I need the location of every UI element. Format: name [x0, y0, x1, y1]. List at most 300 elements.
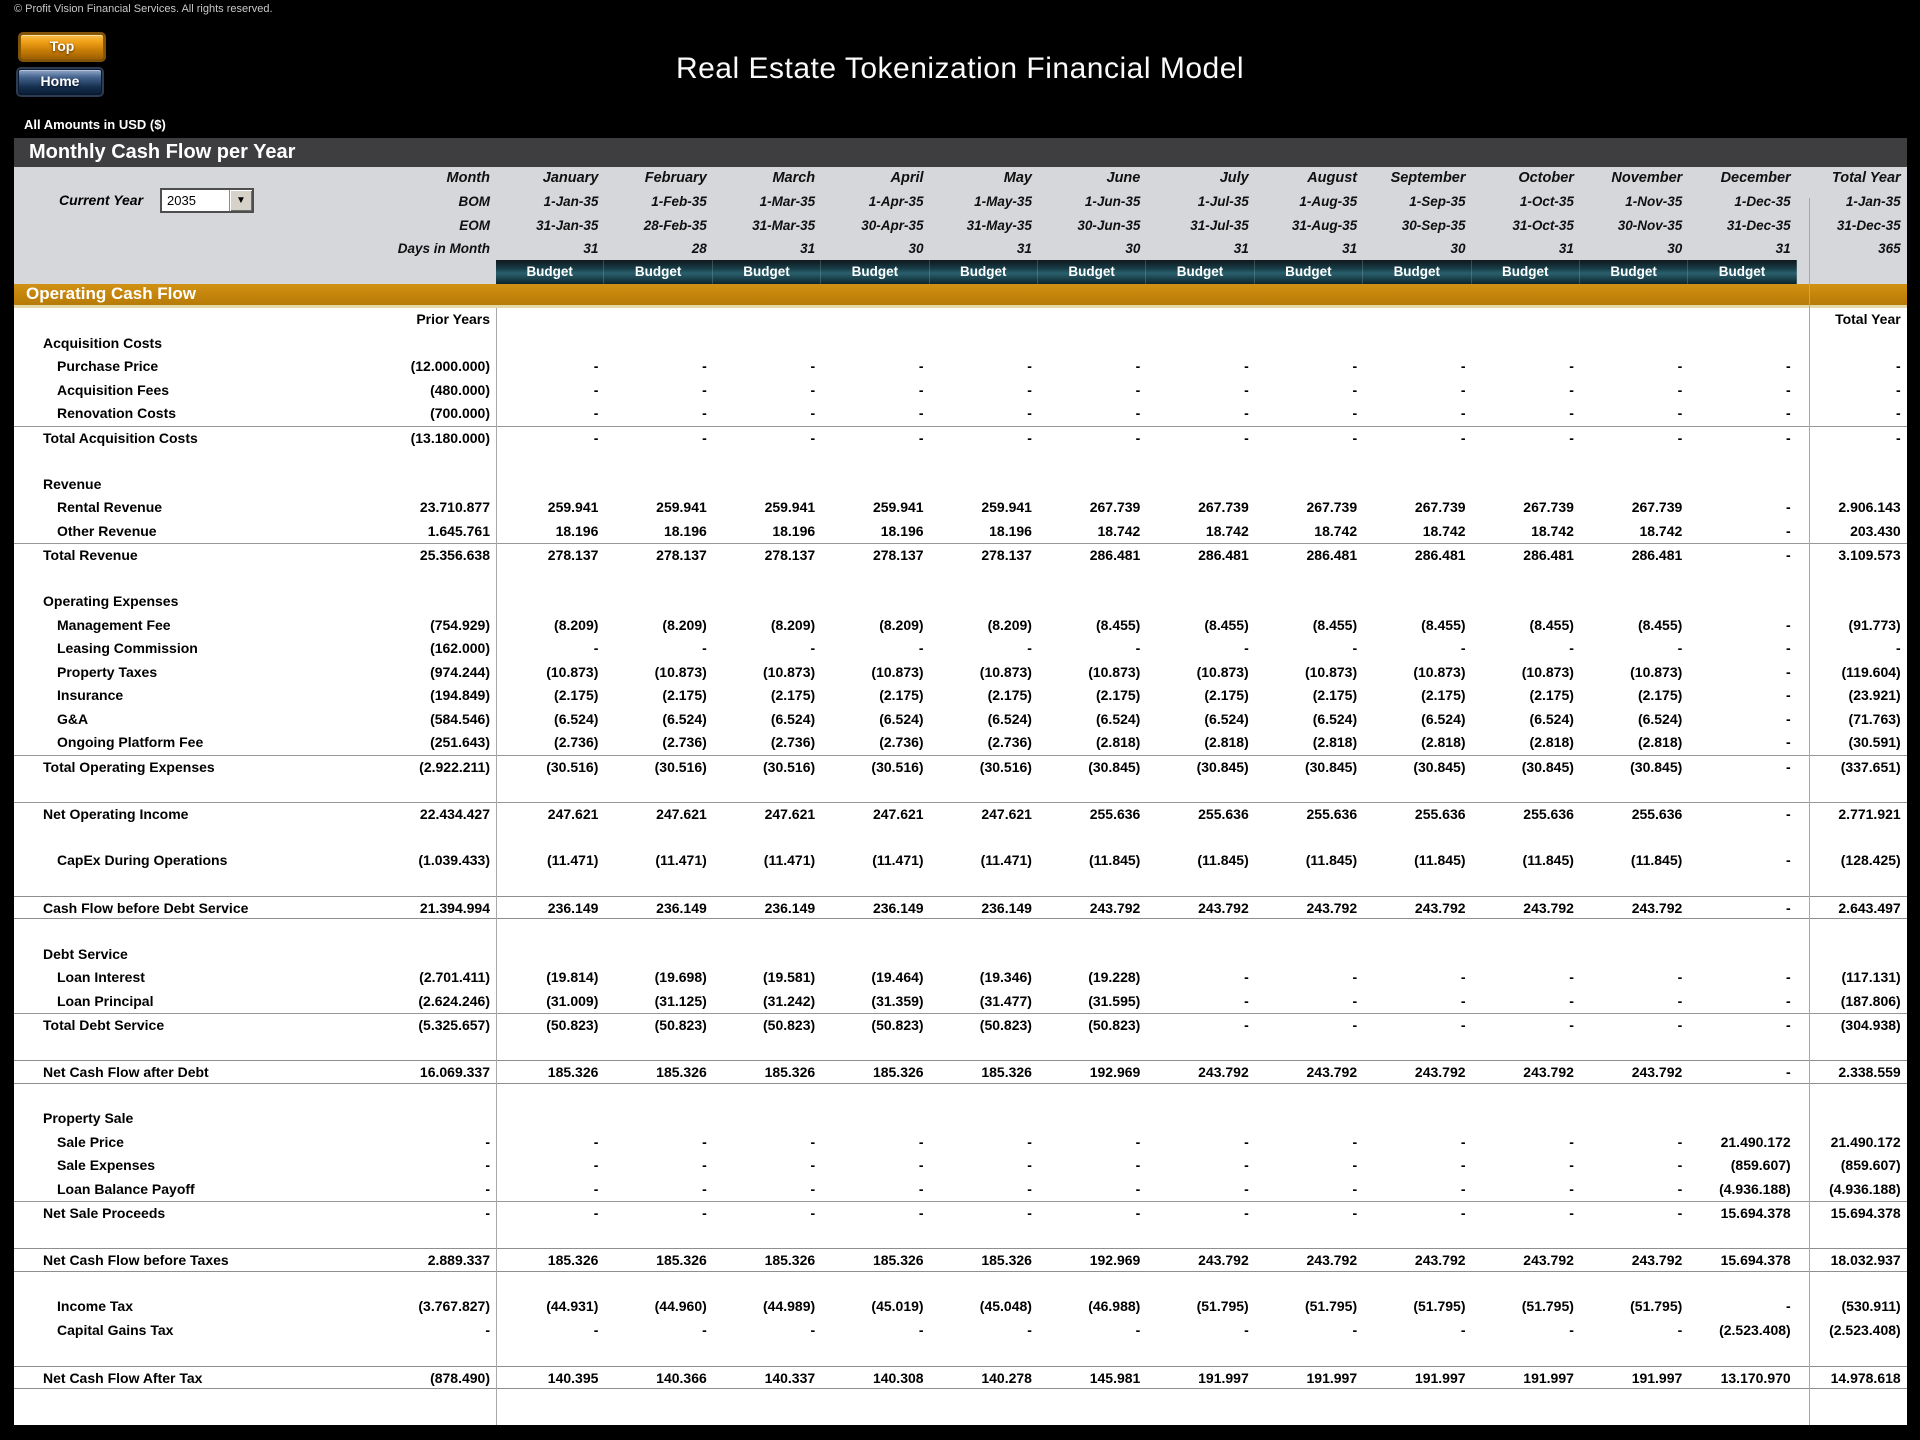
cell-renovation-costs-jul[interactable]: -	[1244, 405, 1249, 421]
cell-spacer-feb[interactable]	[604, 872, 712, 896]
cell-sale-expenses-jan[interactable]: -	[593, 1157, 599, 1173]
cell-loan-interest-label[interactable]: Loan Interest	[57, 969, 145, 985]
cell-sale-price-prior[interactable]: -	[485, 1133, 490, 1150]
cell-cash-flow-before-debt-service-mar[interactable]: 236.149	[764, 899, 816, 916]
cell-net-sale-proceeds-total[interactable]: 15.694.378	[1830, 1205, 1901, 1221]
cell-capex-during-operations-oct[interactable]: (11.845)	[1522, 851, 1574, 868]
cell-ongoing-platform-fee-mar[interactable]: (2.736)	[770, 734, 816, 750]
cell-spacer-label[interactable]	[14, 1272, 306, 1296]
calendar-cell-nov[interactable]: November	[1611, 170, 1683, 186]
calendar-cell-jan[interactable]: 31-Jan-35	[536, 217, 599, 233]
cell-loan-principal-mar[interactable]: (31.242)	[763, 992, 816, 1009]
cell-cash-flow-before-debt-service-feb[interactable]: 236.149	[656, 899, 707, 916]
cell-spacer-prior[interactable]	[306, 1272, 496, 1296]
cell-spacer-dec[interactable]	[1688, 449, 1796, 473]
cell-spacer-prior[interactable]	[306, 825, 496, 849]
cell-leasing-commission-mar[interactable]: -	[810, 640, 816, 656]
cell-rental-revenue-aug[interactable]: 267.739	[1306, 499, 1358, 515]
cell-net-cash-flow-before-taxes-prior[interactable]: 2.889.337	[427, 1252, 490, 1268]
cell-net-cash-flow-after-tax-oct[interactable]: 191.997	[1523, 1369, 1574, 1386]
cell-sale-price-feb[interactable]: -	[702, 1133, 707, 1150]
cell-sale-expenses-apr[interactable]: -	[918, 1157, 924, 1173]
cell-spacer-jun[interactable]	[1038, 449, 1146, 473]
cell-net-cash-flow-after-tax-may[interactable]: 140.278	[981, 1369, 1032, 1386]
cell-net-cash-flow-after-tax-total[interactable]: 14.978.618	[1830, 1369, 1901, 1386]
cell-net-sale-proceeds-aug[interactable]: -	[1352, 1205, 1358, 1221]
cell-spacer-oct[interactable]	[1472, 872, 1580, 896]
cell-g-a-jan[interactable]: (6.524)	[554, 710, 599, 727]
cell-spacer-dec[interactable]	[1688, 1342, 1796, 1366]
cell-spacer-mar[interactable]	[713, 825, 821, 849]
cell-spacer-label[interactable]	[14, 449, 306, 473]
cell-net-cash-flow-before-taxes-apr[interactable]: 185.326	[872, 1252, 924, 1268]
cell-operating-expenses-nov[interactable]	[1580, 590, 1688, 614]
cell-total-revenue-feb[interactable]: 278.137	[656, 547, 707, 563]
cell-spacer-dec[interactable]	[1688, 872, 1796, 896]
cell-spacer-total[interactable]	[1809, 778, 1907, 802]
calendar-row-label[interactable]: Month	[446, 170, 490, 186]
cell-spacer-dec[interactable]	[1688, 1037, 1796, 1061]
budget-cell-jun[interactable]: Budget	[1038, 260, 1146, 284]
cell-leasing-commission-oct[interactable]: -	[1569, 640, 1574, 656]
cell-renovation-costs-jun[interactable]: -	[1135, 405, 1141, 421]
cell-spacer-mar[interactable]	[713, 872, 821, 896]
cell-spacer-apr[interactable]	[821, 1225, 929, 1249]
cell-spacer-aug[interactable]	[1255, 872, 1363, 896]
cell-leasing-commission-may[interactable]: -	[1027, 640, 1032, 656]
calendar-cell-oct[interactable]: 31-Oct-35	[1512, 217, 1574, 233]
calendar-cell-mar[interactable]: 1-Mar-35	[759, 194, 816, 210]
cell-revenue-prior[interactable]	[306, 473, 496, 497]
cell-loan-interest-total[interactable]: (117.131)	[1841, 969, 1901, 985]
cell-leasing-commission-jan[interactable]: -	[593, 640, 599, 656]
cell-total-operating-expenses-oct[interactable]: (30.845)	[1521, 758, 1574, 775]
calendar-cell-may[interactable]: 1-May-35	[974, 194, 1032, 210]
cell-property-taxes-may[interactable]: (10.873)	[979, 663, 1032, 680]
cell-g-a-prior[interactable]: (584.546)	[430, 710, 490, 727]
cell-insurance-jun[interactable]: (2.175)	[1095, 687, 1141, 703]
cell-income-tax-dec[interactable]: -	[1786, 1298, 1791, 1314]
cell-sale-expenses-total[interactable]: (859.607)	[1840, 1157, 1901, 1173]
cell-loan-principal-jun[interactable]: (31.595)	[1088, 992, 1141, 1009]
cell-net-operating-income-may[interactable]: 247.621	[981, 805, 1032, 822]
cell-net-operating-income-nov[interactable]: 255.636	[1631, 805, 1683, 822]
cell-rental-revenue-jan[interactable]: 259.941	[547, 499, 599, 515]
cell-purchase-price-label[interactable]: Purchase Price	[57, 358, 159, 374]
cell-sale-price-label[interactable]: Sale Price	[57, 1133, 124, 1150]
cell-colhead-dec[interactable]	[1688, 308, 1796, 332]
cell-total-debt-service-may[interactable]: (50.823)	[979, 1017, 1032, 1033]
cell-total-revenue-jan[interactable]: 278.137	[547, 547, 599, 563]
cell-spacer-apr[interactable]	[821, 919, 929, 943]
cell-spacer-apr[interactable]	[821, 449, 929, 473]
cell-g-a-may[interactable]: (6.524)	[987, 710, 1032, 727]
cell-loan-principal-jul[interactable]: -	[1244, 992, 1249, 1009]
cell-capital-gains-tax-mar[interactable]: -	[810, 1321, 816, 1338]
cell-acquisition-costs-label[interactable]: Acquisition Costs	[43, 334, 163, 351]
calendar-cell-apr[interactable]: April	[890, 170, 924, 186]
cell-g-a-nov[interactable]: (6.524)	[1637, 710, 1683, 727]
cell-spacer-dec[interactable]	[1688, 1225, 1796, 1249]
cell-loan-principal-may[interactable]: (31.477)	[979, 992, 1032, 1009]
cell-net-cash-flow-after-debt-may[interactable]: 185.326	[981, 1064, 1032, 1080]
cell-renovation-costs-may[interactable]: -	[1027, 405, 1032, 421]
cell-purchase-price-oct[interactable]: -	[1569, 358, 1574, 374]
cell-property-sale-jun[interactable]	[1038, 1107, 1146, 1131]
cell-property-taxes-total[interactable]: (119.604)	[1841, 663, 1901, 680]
cell-spacer-may[interactable]	[930, 449, 1038, 473]
calendar-cell-mar[interactable]: March	[772, 170, 816, 186]
cell-sale-expenses-jun[interactable]: -	[1135, 1157, 1141, 1173]
cell-acquisition-costs-sep[interactable]	[1363, 332, 1471, 356]
cell-debt-service-feb[interactable]	[604, 943, 712, 967]
cell-colhead-oct[interactable]	[1472, 308, 1580, 332]
cell-loan-balance-payoff-jul[interactable]: -	[1244, 1180, 1249, 1197]
cell-total-debt-service-jul[interactable]: -	[1244, 1017, 1249, 1033]
cell-income-tax-may[interactable]: (45.048)	[979, 1298, 1032, 1314]
cell-spacer-dec[interactable]	[1688, 1084, 1796, 1108]
cell-net-cash-flow-after-debt-nov[interactable]: 243.792	[1631, 1064, 1683, 1080]
cell-spacer-jan[interactable]	[496, 449, 604, 473]
cell-loan-interest-apr[interactable]: (19.464)	[871, 969, 924, 985]
cell-net-cash-flow-before-taxes-nov[interactable]: 243.792	[1631, 1252, 1683, 1268]
cell-renovation-costs-jan[interactable]: -	[593, 405, 599, 421]
cell-spacer-jul[interactable]	[1146, 1084, 1254, 1108]
cell-net-sale-proceeds-jul[interactable]: -	[1244, 1205, 1249, 1221]
cell-management-fee-prior[interactable]: (754.929)	[430, 616, 490, 633]
calendar-cell-may[interactable]: 31-May-35	[966, 217, 1032, 233]
cell-spacer-sep[interactable]	[1363, 872, 1471, 896]
cell-total-debt-service-label[interactable]: Total Debt Service	[43, 1017, 165, 1033]
cell-net-cash-flow-after-tax-dec[interactable]: 13.170.970	[1720, 1369, 1791, 1386]
cell-debt-service-total[interactable]	[1809, 943, 1907, 967]
cell-capex-during-operations-prior[interactable]: (1.039.433)	[418, 851, 490, 868]
cell-total-acquisition-costs-apr[interactable]: -	[918, 429, 924, 446]
cell-spacer-jul[interactable]	[1146, 1272, 1254, 1296]
cell-net-operating-income-mar[interactable]: 247.621	[764, 805, 816, 822]
cell-loan-balance-payoff-jan[interactable]: -	[593, 1180, 599, 1197]
cell-total-revenue-apr[interactable]: 278.137	[872, 547, 924, 563]
cell-spacer-sep[interactable]	[1363, 449, 1471, 473]
cell-leasing-commission-label[interactable]: Leasing Commission	[57, 640, 198, 656]
cell-other-revenue-mar[interactable]: 18.196	[772, 522, 816, 539]
cell-spacer-total[interactable]	[1809, 567, 1907, 591]
cell-total-acquisition-costs-jan[interactable]: -	[593, 429, 599, 446]
cell-spacer-nov[interactable]	[1580, 1342, 1688, 1366]
cell-loan-interest-jul[interactable]: -	[1244, 969, 1249, 985]
cell-total-debt-service-feb[interactable]: (50.823)	[654, 1017, 707, 1033]
cell-operating-expenses-total[interactable]	[1809, 590, 1907, 614]
cell-loan-interest-sep[interactable]: -	[1460, 969, 1466, 985]
calendar-cell-total[interactable]: 1-Jan-35	[1845, 194, 1901, 210]
cell-cash-flow-before-debt-service-total[interactable]: 2.643.497	[1838, 899, 1901, 916]
calendar-cell-nov[interactable]: 30	[1667, 240, 1683, 256]
cell-spacer-total[interactable]	[1809, 1342, 1907, 1366]
cell-spacer-nov[interactable]	[1580, 1225, 1688, 1249]
cell-spacer-dec[interactable]	[1688, 778, 1796, 802]
cell-total-operating-expenses-aug[interactable]: (30.845)	[1304, 758, 1358, 775]
cell-spacer-may[interactable]	[930, 1342, 1038, 1366]
cell-other-revenue-prior[interactable]: 1.645.761	[427, 522, 490, 539]
calendar-cell-jul[interactable]: 1-Jul-35	[1197, 194, 1249, 210]
cell-net-operating-income-jul[interactable]: 255.636	[1198, 805, 1249, 822]
cell-loan-balance-payoff-sep[interactable]: -	[1460, 1180, 1466, 1197]
cell-net-cash-flow-after-tax-mar[interactable]: 140.337	[764, 1369, 816, 1386]
cell-net-cash-flow-before-taxes-may[interactable]: 185.326	[981, 1252, 1032, 1268]
cell-cash-flow-before-debt-service-jun[interactable]: 243.792	[1089, 899, 1141, 916]
cell-other-revenue-may[interactable]: 18.196	[989, 522, 1032, 539]
cell-spacer-oct[interactable]	[1472, 1084, 1580, 1108]
cell-loan-balance-payoff-dec[interactable]: (4.936.188)	[1719, 1180, 1791, 1197]
cell-spacer-apr[interactable]	[821, 567, 929, 591]
cell-spacer-jan[interactable]	[496, 919, 604, 943]
cell-revenue-label[interactable]: Revenue	[43, 475, 102, 492]
cell-ongoing-platform-fee-jun[interactable]: (2.818)	[1095, 734, 1141, 750]
cell-loan-balance-payoff-may[interactable]: -	[1027, 1180, 1032, 1197]
cell-colhead-apr[interactable]	[821, 308, 929, 332]
cell-spacer-label[interactable]	[14, 1225, 306, 1249]
cell-spacer-mar[interactable]	[713, 1272, 821, 1296]
cell-total-debt-service-oct[interactable]: -	[1569, 1017, 1574, 1033]
cell-leasing-commission-sep[interactable]: -	[1460, 640, 1466, 656]
cell-spacer-nov[interactable]	[1580, 825, 1688, 849]
cell-acquisition-costs-jul[interactable]	[1146, 332, 1254, 356]
cell-spacer-jan[interactable]	[496, 1084, 604, 1108]
cell-total-revenue-mar[interactable]: 278.137	[764, 547, 816, 563]
cell-spacer-jul[interactable]	[1146, 872, 1254, 896]
cell-property-sale-oct[interactable]	[1472, 1107, 1580, 1131]
cell-sale-price-jul[interactable]: -	[1244, 1133, 1249, 1150]
cell-spacer-sep[interactable]	[1363, 1225, 1471, 1249]
calendar-row-label[interactable]: Days in Month	[397, 240, 490, 256]
cell-sale-expenses-aug[interactable]: -	[1352, 1157, 1358, 1173]
cell-insurance-prior[interactable]: (194.849)	[430, 687, 490, 703]
cell-sale-expenses-may[interactable]: -	[1027, 1157, 1032, 1173]
cell-colhead-total[interactable]: Total Year	[1835, 311, 1901, 327]
cell-property-sale-dec[interactable]	[1688, 1107, 1796, 1131]
calendar-cell-jan[interactable]: 31	[583, 240, 599, 256]
cell-loan-balance-payoff-nov[interactable]: -	[1677, 1180, 1683, 1197]
cell-loan-balance-payoff-mar[interactable]: -	[810, 1180, 816, 1197]
budget-cell-sep[interactable]: Budget	[1363, 260, 1471, 284]
cell-purchase-price-feb[interactable]: -	[702, 358, 707, 374]
cell-capex-during-operations-may[interactable]: (11.471)	[980, 851, 1032, 868]
cell-total-debt-service-dec[interactable]: -	[1786, 1017, 1791, 1033]
cell-spacer-total[interactable]	[1809, 1037, 1907, 1061]
cell-loan-principal-dec[interactable]: -	[1786, 992, 1791, 1009]
cell-spacer-feb[interactable]	[604, 1084, 712, 1108]
cell-loan-principal-sep[interactable]: -	[1460, 992, 1466, 1009]
cell-rental-revenue-total[interactable]: 2.906.143	[1838, 499, 1901, 515]
cell-leasing-commission-dec[interactable]: -	[1786, 640, 1791, 656]
cell-net-cash-flow-after-tax-jan[interactable]: 140.395	[547, 1369, 599, 1386]
cell-rental-revenue-sep[interactable]: 267.739	[1414, 499, 1466, 515]
cell-acquisition-fees-jun[interactable]: -	[1135, 381, 1141, 398]
cell-revenue-jul[interactable]	[1146, 473, 1254, 497]
cell-management-fee-jul[interactable]: (8.455)	[1204, 616, 1249, 633]
cell-total-operating-expenses-nov[interactable]: (30.845)	[1630, 758, 1683, 775]
cell-loan-principal-aug[interactable]: -	[1352, 992, 1358, 1009]
cell-ongoing-platform-fee-oct[interactable]: (2.818)	[1529, 734, 1574, 750]
cell-total-debt-service-mar[interactable]: (50.823)	[763, 1017, 816, 1033]
cell-net-cash-flow-after-debt-jun[interactable]: 192.969	[1089, 1064, 1141, 1080]
budget-cell-jul[interactable]: Budget	[1146, 260, 1254, 284]
cell-debt-service-dec[interactable]	[1688, 943, 1796, 967]
cell-net-cash-flow-before-taxes-jan[interactable]: 185.326	[547, 1252, 599, 1268]
cell-income-tax-nov[interactable]: (51.795)	[1630, 1298, 1683, 1314]
cell-total-debt-service-sep[interactable]: -	[1460, 1017, 1466, 1033]
cell-leasing-commission-feb[interactable]: -	[702, 640, 707, 656]
cell-insurance-nov[interactable]: (2.175)	[1637, 687, 1683, 703]
cell-net-sale-proceeds-prior[interactable]: -	[485, 1205, 490, 1221]
cell-total-operating-expenses-mar[interactable]: (30.516)	[763, 758, 816, 775]
cell-spacer-label[interactable]	[14, 919, 306, 943]
cell-capital-gains-tax-jul[interactable]: -	[1244, 1321, 1249, 1338]
cell-renovation-costs-nov[interactable]: -	[1677, 405, 1683, 421]
cell-total-acquisition-costs-mar[interactable]: -	[810, 429, 816, 446]
cell-income-tax-apr[interactable]: (45.019)	[871, 1298, 924, 1314]
cell-management-fee-total[interactable]: (91.773)	[1848, 616, 1901, 633]
cell-acquisition-costs-jun[interactable]	[1038, 332, 1146, 356]
cell-leasing-commission-apr[interactable]: -	[918, 640, 924, 656]
cell-cash-flow-before-debt-service-sep[interactable]: 243.792	[1414, 899, 1466, 916]
cell-total-revenue-jun[interactable]: 286.481	[1089, 547, 1141, 563]
calendar-row-label[interactable]: BOM	[458, 194, 490, 210]
cell-spacer-aug[interactable]	[1255, 449, 1363, 473]
cell-loan-interest-dec[interactable]: -	[1786, 969, 1791, 985]
cell-management-fee-may[interactable]: (8.209)	[987, 616, 1032, 633]
cell-spacer-mar[interactable]	[713, 1225, 821, 1249]
cell-net-operating-income-sep[interactable]: 255.636	[1414, 805, 1466, 822]
cell-debt-service-oct[interactable]	[1472, 943, 1580, 967]
cell-revenue-jun[interactable]	[1038, 473, 1146, 497]
cell-spacer-jun[interactable]	[1038, 1037, 1146, 1061]
cell-sale-price-sep[interactable]: -	[1460, 1133, 1466, 1150]
cell-spacer-label[interactable]	[14, 1037, 306, 1061]
cell-spacer-jul[interactable]	[1146, 919, 1254, 943]
cell-renovation-costs-total[interactable]: -	[1896, 405, 1901, 421]
cell-cash-flow-before-debt-service-may[interactable]: 236.149	[981, 899, 1032, 916]
cell-purchase-price-total[interactable]: -	[1896, 358, 1901, 374]
cell-spacer-may[interactable]	[930, 1037, 1038, 1061]
cell-spacer-jul[interactable]	[1146, 1342, 1254, 1366]
cell-other-revenue-jul[interactable]: 18.742	[1205, 522, 1249, 539]
cell-acquisition-costs-apr[interactable]	[821, 332, 929, 356]
calendar-cell-may[interactable]: 31	[1016, 240, 1032, 256]
cell-renovation-costs-apr[interactable]: -	[918, 405, 924, 421]
cell-spacer-mar[interactable]	[713, 567, 821, 591]
cell-net-sale-proceeds-mar[interactable]: -	[810, 1205, 816, 1221]
cell-debt-service-jul[interactable]	[1146, 943, 1254, 967]
cell-acquisition-costs-jan[interactable]	[496, 332, 604, 356]
cell-income-tax-jan[interactable]: (44.931)	[546, 1298, 599, 1314]
cell-management-fee-jun[interactable]: (8.455)	[1095, 616, 1141, 633]
cell-income-tax-total[interactable]: (530.911)	[1841, 1298, 1901, 1314]
cell-spacer-jan[interactable]	[496, 1037, 604, 1061]
cell-loan-interest-may[interactable]: (19.346)	[979, 969, 1032, 985]
cell-spacer-prior[interactable]	[306, 778, 496, 802]
cell-net-cash-flow-before-taxes-total[interactable]: 18.032.937	[1830, 1252, 1901, 1268]
calendar-cell-feb[interactable]: 28-Feb-35	[643, 217, 707, 233]
cell-loan-principal-jan[interactable]: (31.009)	[546, 992, 599, 1009]
cell-insurance-dec[interactable]: -	[1786, 687, 1791, 703]
cell-other-revenue-jun[interactable]: 18.742	[1097, 522, 1141, 539]
budget-cell-mar[interactable]: Budget	[713, 260, 821, 284]
cell-net-cash-flow-before-taxes-label[interactable]: Net Cash Flow before Taxes	[43, 1252, 229, 1268]
cell-acquisition-fees-dec[interactable]: -	[1786, 381, 1791, 398]
cell-debt-service-jun[interactable]	[1038, 943, 1146, 967]
cell-management-fee-oct[interactable]: (8.455)	[1529, 616, 1574, 633]
cell-net-cash-flow-before-taxes-jun[interactable]: 192.969	[1089, 1252, 1141, 1268]
cell-net-cash-flow-after-debt-mar[interactable]: 185.326	[764, 1064, 816, 1080]
budget-cell-apr[interactable]: Budget	[821, 260, 929, 284]
cell-g-a-jun[interactable]: (6.524)	[1095, 710, 1141, 727]
cell-colhead-mar[interactable]	[713, 308, 821, 332]
cell-capex-during-operations-jan[interactable]: (11.471)	[547, 851, 599, 868]
cell-sale-expenses-feb[interactable]: -	[702, 1157, 707, 1173]
cell-sale-expenses-nov[interactable]: -	[1677, 1157, 1683, 1173]
cell-insurance-label[interactable]: Insurance	[57, 687, 124, 703]
cell-income-tax-jun[interactable]: (46.988)	[1088, 1298, 1141, 1314]
cell-leasing-commission-jun[interactable]: -	[1135, 640, 1141, 656]
calendar-cell-oct[interactable]: October	[1518, 170, 1574, 186]
cell-other-revenue-total[interactable]: 203.430	[1850, 522, 1901, 539]
cell-spacer-feb[interactable]	[604, 825, 712, 849]
cell-insurance-oct[interactable]: (2.175)	[1529, 687, 1574, 703]
cell-sale-price-mar[interactable]: -	[810, 1133, 816, 1150]
cell-operating-expenses-sep[interactable]	[1363, 590, 1471, 614]
cell-leasing-commission-prior[interactable]: (162.000)	[430, 640, 490, 656]
cell-net-cash-flow-before-taxes-jul[interactable]: 243.792	[1198, 1252, 1249, 1268]
cell-sale-expenses-label[interactable]: Sale Expenses	[57, 1157, 156, 1173]
calendar-cell-feb[interactable]: 28	[691, 240, 707, 256]
cell-spacer-feb[interactable]	[604, 1037, 712, 1061]
cell-loan-balance-payoff-oct[interactable]: -	[1569, 1180, 1574, 1197]
calendar-row-label[interactable]: EOM	[459, 217, 490, 233]
cell-total-acquisition-costs-total[interactable]: -	[1896, 429, 1901, 446]
cell-income-tax-jul[interactable]: (51.795)	[1196, 1298, 1249, 1314]
cell-operating-expenses-feb[interactable]	[604, 590, 712, 614]
calendar-cell-total[interactable]: 365	[1878, 240, 1901, 256]
cell-net-cash-flow-after-tax-jun[interactable]: 145.981	[1089, 1369, 1141, 1386]
cell-total-operating-expenses-jun[interactable]: (30.845)	[1088, 758, 1141, 775]
cell-sale-price-apr[interactable]: -	[918, 1133, 924, 1150]
calendar-cell-jul[interactable]: July	[1219, 170, 1249, 186]
cell-sale-expenses-jul[interactable]: -	[1244, 1157, 1249, 1173]
cell-acquisition-fees-may[interactable]: -	[1027, 381, 1032, 398]
cell-sale-price-dec[interactable]: 21.490.172	[1720, 1133, 1791, 1150]
cell-net-sale-proceeds-sep[interactable]: -	[1460, 1205, 1466, 1221]
cell-rental-revenue-prior[interactable]: 23.710.877	[419, 499, 490, 515]
cell-spacer-jun[interactable]	[1038, 1225, 1146, 1249]
cell-renovation-costs-prior[interactable]: (700.000)	[430, 405, 490, 421]
cell-management-fee-sep[interactable]: (8.455)	[1421, 616, 1466, 633]
cell-spacer-feb[interactable]	[604, 778, 712, 802]
cell-net-cash-flow-after-debt-feb[interactable]: 185.326	[656, 1064, 707, 1080]
cell-spacer-label[interactable]	[14, 567, 306, 591]
cell-net-cash-flow-before-taxes-sep[interactable]: 243.792	[1414, 1252, 1466, 1268]
cell-total-debt-service-aug[interactable]: -	[1352, 1017, 1358, 1033]
cell-spacer-label[interactable]	[14, 825, 306, 849]
cell-debt-service-nov[interactable]	[1580, 943, 1688, 967]
cell-g-a-feb[interactable]: (6.524)	[662, 710, 707, 727]
cell-spacer-may[interactable]	[930, 1084, 1038, 1108]
cell-spacer-nov[interactable]	[1580, 1037, 1688, 1061]
cell-net-cash-flow-after-tax-aug[interactable]: 191.997	[1306, 1369, 1358, 1386]
cell-rental-revenue-jul[interactable]: 267.739	[1198, 499, 1249, 515]
cell-capital-gains-tax-label[interactable]: Capital Gains Tax	[57, 1321, 174, 1338]
cell-total-debt-service-prior[interactable]: (5.325.657)	[418, 1017, 490, 1033]
